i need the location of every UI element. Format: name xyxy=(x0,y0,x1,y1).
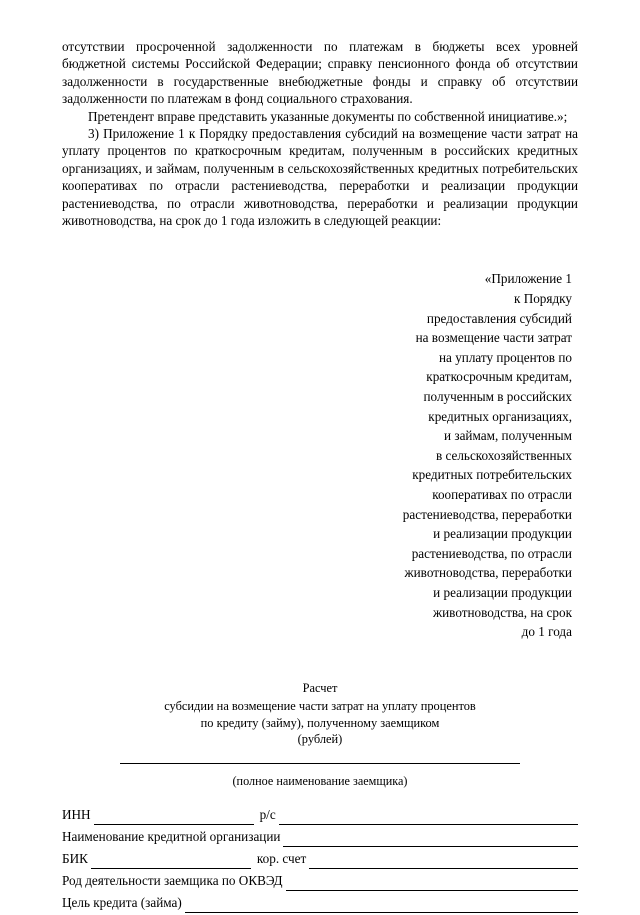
account-input[interactable] xyxy=(279,810,578,825)
correspondent-account-label: кор. счет xyxy=(256,851,307,867)
paragraph-claimant-rights: Претендент вправе представить указанные документы по собственной инициативе.»; xyxy=(88,108,568,124)
appendix-header-line: растениеводства, по отрасли xyxy=(411,545,572,561)
field-row-inn xyxy=(62,805,578,825)
appendix-header-line: и реализации продукции xyxy=(433,584,572,600)
appendix-header-line: полученным в российских xyxy=(423,389,572,405)
appendix-header-line: животноводства, на срок xyxy=(433,604,572,620)
appendix-header-line: в сельскохозяйственных xyxy=(435,447,572,463)
appendix-header-line: и займам, полученным xyxy=(444,428,572,444)
bik-input[interactable] xyxy=(91,854,251,869)
credit-purpose-input[interactable] xyxy=(185,898,578,913)
appendix-header-line: к Порядку xyxy=(513,291,572,307)
borrower-name-field[interactable] xyxy=(62,754,578,772)
document-content xyxy=(62,38,578,915)
appendix-header-line: краткосрочным кредитам, xyxy=(426,369,572,385)
correspondent-account-input[interactable] xyxy=(309,854,578,869)
field-row-bik xyxy=(62,849,578,869)
calculation-units: (рублей) xyxy=(297,731,343,746)
paragraph-continuation: отсутствии просроченной задолженности по платежам в бюджеты всех уровней бюджетной системы Российской Федерации; справку пенсионного фонда об отсутствии задолженности в государственные внебюджетные фонды и справку об отсутствии задолженности по платежам в фонд социального страхования. xyxy=(62,39,578,107)
appendix-header-line: кредитных организациях, xyxy=(428,408,572,424)
field-row-okved xyxy=(62,871,578,891)
calculation-subtitle-1: субсидии на возмещение части затрат на уплату процентов xyxy=(164,699,476,714)
appendix-header-line: «Приложение 1 xyxy=(484,271,572,287)
inn-input[interactable] xyxy=(94,810,254,825)
appendix-header-line: до 1 года xyxy=(521,624,572,640)
bik-label: БИК xyxy=(62,851,88,867)
appendix-header-line: растениеводства, переработки xyxy=(402,506,572,522)
appendix-header-line: животноводства, переработки xyxy=(404,565,572,581)
calculation-title-block xyxy=(62,680,578,748)
field-row-credit-purpose xyxy=(62,893,578,913)
appendix-header-line: и реализации продукции xyxy=(433,526,572,542)
appendix-header-line: предоставления субсидий xyxy=(426,310,572,326)
paragraph-appendix-amendment: 3) Приложение 1 к Порядку предоставления субсидий на возмещение части затрат на уплату процентов по краткосрочным кредитам, полученным в российских кредитных организациях, и займам, полученным в сельскохозяйственных кредитных потребительских кооперативах по отрасли растениеводства, переработки и реализации продукции растениеводства, по отрасли животноводства, переработки и реализации продукции животноводства, на срок до 1 года изложить в следующей реакции: xyxy=(62,126,578,229)
form-fields xyxy=(62,805,578,913)
appendix-header-line: на возмещение части затрат xyxy=(415,330,572,346)
appendix-header-line: кооперативах по отрасли xyxy=(432,487,572,502)
okved-label: Род деятельности заемщика по ОКВЭД xyxy=(62,873,283,889)
appendix-header-line: кредитных потребительских xyxy=(412,467,572,483)
credit-purpose-label: Цель кредита (займа) xyxy=(62,895,182,911)
appendix-header-line: на уплату процентов по xyxy=(438,349,572,365)
okved-input[interactable] xyxy=(286,876,578,891)
borrower-name-line[interactable] xyxy=(120,763,520,764)
calculation-title: Расчет xyxy=(302,680,338,695)
appendix-header-block xyxy=(62,269,578,641)
credit-organization-label: Наименование кредитной организации xyxy=(62,829,281,845)
credit-organization-input[interactable] xyxy=(283,832,578,847)
calculation-subtitle-2: по кредиту (займу), полученному заемщиком xyxy=(200,715,440,730)
borrower-name-caption: (полное наименование заемщика) xyxy=(232,774,408,789)
field-row-credit-organization xyxy=(62,827,578,847)
account-label: р/с xyxy=(259,807,276,823)
inn-label: ИНН xyxy=(62,807,91,823)
